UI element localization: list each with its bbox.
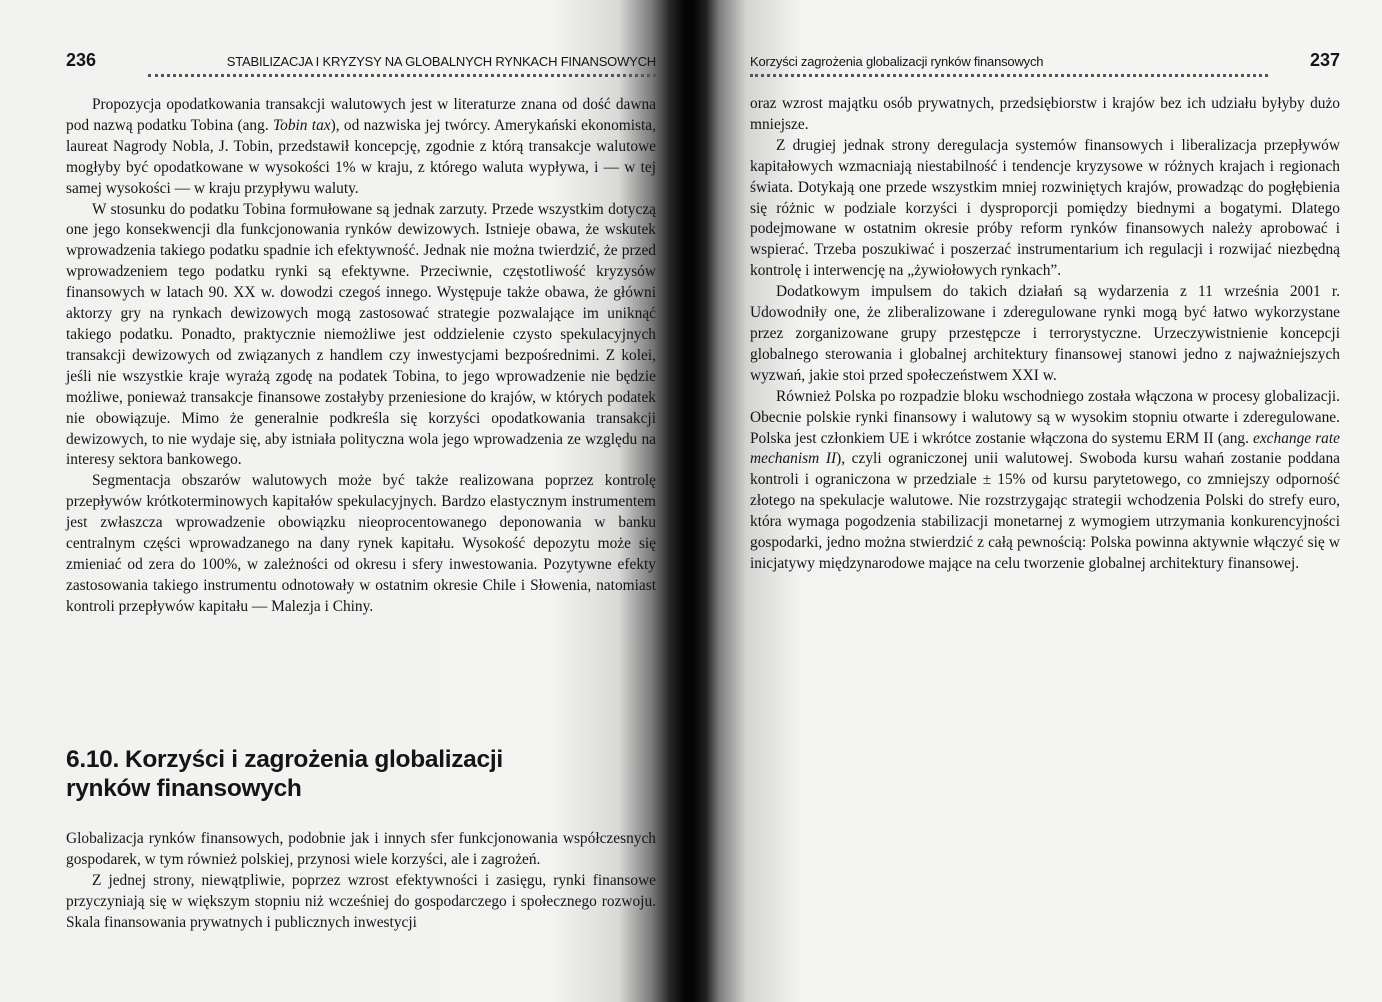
- paragraph-text: Również Polska po rozpadzie bloku wschodniego została włączona w procesy globalizacji. Obecnie polskie rynki finansowy i walutowy są w wysokim stopniu otwarte i zderegulowane. Polska jest członkiem UE i wkrótce zostanie włączona do systemu ERM II (ang.: [750, 387, 1340, 447]
- paragraph: W stosunku do podatku Tobina formułowane są jednak zarzuty. Przede wszystkim dotyczą one jego konsekwencji dla funkcjonowania rynków dewizowych. Istnieje obawa, że wskutek wprowadzenia takiego podatku spadnie ich efektywność. Jednak nie można twierdzić, że przed wprowadzeniem tego podatku rynki są efektywne. Przeciwnie, częstotliwość kryzysów finansowych w latach 90. XX w. dowodzi czegoś innego. Występuje także obawa, że główni aktorzy gry na rynkach dewizowych mogą zastosować strategie pozwalające im uniknąć takiego podatku. Ponadto, praktycznie niemożliwe jest oddzielenie czysto spekulacyjnych transakcji dewizowych od związanych z handlem czy inwestycjami bezpośrednimi. Z kolei, jeśli nie wszystkie kraje wyrażą zgodę na podatek Tobina, to jego wprowadzenie nie będzie możliwe, ponieważ transakcje finansowe zostałyby przeniesione do krajów, w których podatek nie obowiązuje. Mimo że generalnie podkreśla się korzyści opodatkowania transakcji dewizowych, to nie wydaje się, aby istniała polityczna wola jego wprowadzenia ze względu na interesy sektora bankowego.: [66, 200, 656, 469]
- paragraph: Segmentacja obszarów walutowych może być także realizowana poprzez kontrolę przepływów krótkoterminowych kapitałów spekulacyjnych. Bardzo elastycznym instrumentem jest zwłaszcza wprowadzenie obowiązku nieoprocentowanego deponowania w banku centralnym części wprowadzanego na dany rynek kapitału. Wysokość depozytu może się zmieniać od zera do 100%, w zależności od okresu i sfery inwestowania. Pozytywne efekty zastosowania takiego instrumentu odnotowały w ostatnim okresie Chile i Słowenia, natomiast kontroli przepływów kapitału — Malezja i Chiny.: [66, 472, 656, 615]
- paragraph-text: Propozycja opodatkowania transakcji walutowych jest w literaturze znana od dość dawna pod nazwą podatku Tobina (ang.: [66, 96, 656, 134]
- paragraph-text: ), od nazwiska jej twórcy. Amerykański ekonomista, laureat Nagrody Nobla, J. Tobin, przedstawił koncepcję, zgodnie z którą transakcje walutowe mogłyby być opodatkowane w wysokości 1% w kraju, z którego waluta wypływa, i — w tej samej wysokości — w kraju przypływu waluty.: [66, 116, 656, 197]
- right-page-header: [750, 46, 1340, 74]
- section-title-line1: Korzyści i zagrożenia globalizacji: [125, 746, 503, 773]
- paragraph-italic: exchange rate mechanism II: [750, 429, 1340, 468]
- book-gutter: [668, 0, 710, 1002]
- page-number: 236: [66, 50, 97, 70]
- paragraph: Globalizacja rynków finansowych, podobnie jak i innych sfer funkcjonowania współczesnych gospodarek, w tym również polskiej, przynosi wiele korzyści, ale i zagrożeń.: [66, 830, 656, 868]
- paragraph-text: ), czyli ograniczonej unii walutowej. Swoboda kursu wahań zostanie poddana kontroli i ograniczona w przedziale ± 15% od kursu parytetowego, co zmniejszy odporność złotego na spekulacje walutowe. Nie rozstrzygając strategii wchodzenia Polski do strefy euro, która wymaga pogodzenia stabilizacji monetarnej z wymogiem utrzymania konkurencyjności gospodarki, jedno można stwierdzić z całą pewnością: Polska powinna aktywnie włączyć się w inicjatywy międzynarodowe mające na celu tworzenie globalnej architektury finansowej.: [750, 450, 1341, 572]
- paragraph: [66, 95, 656, 200]
- left-page-header: [66, 46, 656, 74]
- running-head: Korzyści zagrożenia globalizacji rynków finansowych: [750, 54, 1044, 69]
- left-page: [0, 0, 672, 1002]
- paragraph: Dodatkowym impulsem do takich działań są wydarzenia z 11 września 2001 r. Udowodniły one, że zliberalizowane i zderegulowane rynki mogą być łatwo wykorzystane przez zorganizowane grupy przestępcze i terrorystyczne. Urzeczywistnienie koncepcji globalnego sterowania i globalnej architektury finansowej stanowi jedno z najważniejszych wyzwań, jakie stoi przed społeczeństwem XXI w.: [750, 283, 1340, 384]
- section-number: 6.10.: [66, 746, 119, 773]
- paragraph: oraz wzrost majątku osób prywatnych, przedsiębiorstw i krajów bez ich udziału byłyby dużo mniejsze.: [750, 95, 1340, 133]
- paragraph-italic: Tobin tax: [272, 116, 331, 134]
- header-dotted-rule: [750, 74, 1268, 81]
- section-title-line2: rynków finansowych: [66, 775, 302, 802]
- running-head: STABILIZACJA I KRYZYSY NA GLOBALNYCH RYNKACH FINANSOWYCH: [226, 54, 656, 69]
- paragraph: Z drugiej jednak strony deregulacja systemów finansowych i liberalizacja przepływów kapitałowych wzmacniają niestabilność i tendencje kryzysowe w różnych krajach i regionach świata. Dotykają one przede wszystkim mniej rozwiniętych krajów, prowadząc do pogłębienia się różnic w podziale korzyści i dysproporcji pomiędzy biednymi a bogatymi. Dlatego podejmowane w ostatnim okresie próby reform rynków finansowych należy aprobować i wspierać. Trzeba poszukiwać i poszerzać instrumentarium ich regulacji i rozwijać niezbędną kontrolę i interwencję na „żywiołowych rynkach”.: [750, 136, 1340, 280]
- page-number: 237: [1309, 50, 1340, 70]
- paragraph: Z jednej strony, niewątpliwie, poprzez wzrost efektywności i zasięgu, rynki finansowe przyczyniają się w większym stopniu niż wcześniej do gospodarczego i społecznego rozwoju. Skala finansowania prywatnych i publicznych inwestycji: [66, 871, 656, 931]
- header-dotted-rule: [148, 74, 656, 81]
- right-page: [706, 0, 1382, 1002]
- paragraph: [750, 387, 1340, 575]
- right-body-text: [750, 94, 1340, 575]
- section-heading: [66, 745, 656, 803]
- left-body-text: [66, 95, 656, 618]
- section-body-text: [66, 829, 656, 934]
